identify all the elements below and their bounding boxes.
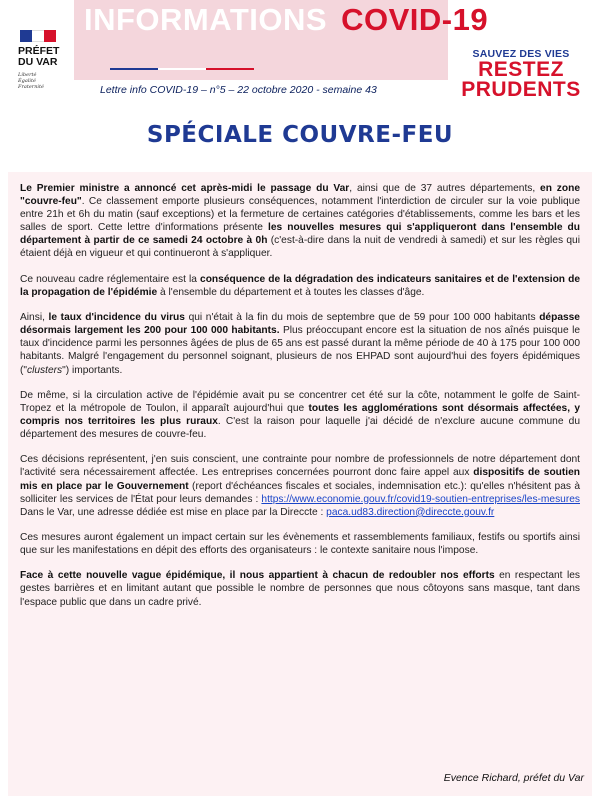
- paragraph: [20, 531, 580, 557]
- text: en respectant les gestes barrières et en limitant autant que possible le nombre de personnes que nous côtoyons sans masque, tant dans l'espace public que dans un cadre privé.: [20, 570, 580, 608]
- italic-text: clusters: [27, 364, 63, 376]
- badge-line1: SAUVEZ DES VIES: [472, 48, 570, 60]
- bold-text: conséquence de la dégradation des indicateurs sanitaires et de l'extension de la propagation de l'épidémie: [20, 273, 581, 298]
- motto-fraternite: Fraternité: [18, 84, 44, 90]
- text: . Ce classement emporte plusieurs conséquences, notamment l'interdiction de circuler sur la voie publique entre 21h et 6h du matin (sauf exceptions) et la fermeture de certaines catégories d'établissements, comme les bars et les salles de sport. Cette lettre d'informations présente: [20, 196, 580, 234]
- paragraph: [20, 389, 580, 441]
- tricolor-rule-red: [206, 68, 254, 70]
- text: (c'est-à-dire dans la nuit de vendredi à samedi) et sur les règles qui étaient déjà en vigueur et qui continueront à s'appliquer.: [20, 235, 580, 260]
- prefet-name-line1: PRÉFET: [18, 45, 60, 57]
- text: . C'est la raison pour laquelle j'ai décidé de n'exclure aucune commune du département des mesures de couvre-feu.: [20, 415, 580, 441]
- campaign-badge: [456, 48, 586, 100]
- text: De même, si la circulation active de l'épidémie avait pu se concentrer cet été sur la côte, notamment le golfe de Saint-Tropez et la métropole de Toulon, il apparaît aujourd'hui que: [20, 389, 580, 414]
- paragraph: [20, 569, 580, 608]
- marianne-flag-icon: [20, 30, 56, 42]
- bold-text: Face à cette nouvelle vague épidémique, il nous appartient à chacun de redoubler nos efforts: [20, 570, 495, 582]
- text: Ces décisions représentent, j'en suis conscient, une contrainte pour nombre de professionnels de notre département dont l'activité sera nécessairement affectée. Les entreprises concernées pourront donc faire appel aux: [20, 454, 580, 479]
- text: qui n'était à la fin du mois de septembre que de 59 pour 100 000 habitants: [184, 312, 540, 324]
- paragraph: [20, 182, 580, 261]
- tricolor-rule-blue: [110, 68, 158, 70]
- prefet-name-line2: DU VAR: [18, 56, 58, 68]
- paragraph: [20, 273, 580, 299]
- prefet-logo: [8, 24, 68, 104]
- signature: Evence Richard, préfet du Var: [443, 772, 584, 784]
- bold-text: dépasse désormais largement les 200 pour 100 000 habitants.: [20, 312, 580, 337]
- main-title: SPÉCIALE COUVRE-FEU: [146, 122, 454, 148]
- content-panel: [8, 172, 592, 796]
- motto-egalite: Égalité: [18, 78, 36, 84]
- prefet-name: [18, 46, 59, 68]
- text: Ces mesures auront également un impact certain sur les évènements et rassemblements familiaux, festifs ou sportifs ainsi que sur les manifestations en dépit des efforts des organisateurs : le contexte sanitaire nous l'impose.: [20, 532, 580, 557]
- tricolor-rule-white: [158, 68, 206, 70]
- text: Ce nouveau cadre réglementaire est la: [20, 273, 201, 285]
- bold-text: Le Premier ministre a annoncé cet après-midi le passage du Var: [20, 183, 350, 194]
- header-title-informations: INFORMATIONS: [84, 2, 328, 37]
- text: Dans le Var, une adresse dédiée est mise en place par la Direccte :: [20, 506, 327, 518]
- paragraph: [20, 311, 580, 376]
- newsletter-subtitle: Lettre info COVID-19 – n°5 – 22 octobre 2020 - semaine 43: [100, 84, 377, 96]
- badge-line3: PRUDENTS: [461, 78, 581, 101]
- bold-text: le taux d'incidence du virus: [48, 312, 185, 324]
- text: Ainsi,: [20, 312, 49, 324]
- bold-text: toutes les agglomérations sont désormais affectées, y compris nos territoires les plus ruraux: [20, 402, 580, 427]
- text: , ainsi que de 37 autres départements,: [349, 183, 541, 194]
- link[interactable]: https://www.economie.gouv.fr/covid19-soutien-entreprises/les-mesures: [261, 493, 580, 505]
- paragraph: [20, 453, 580, 518]
- header-title-covid: COVID-19: [341, 2, 489, 37]
- bold-text: dispositifs de soutien mis en place par le Gouvernement: [20, 467, 581, 492]
- motto-liberte: Liberté: [18, 72, 37, 78]
- bold-text: les nouvelles mesures qui s'appliqueront dans l'ensemble du département à partir de ce samedi 24 octobre à 0h: [20, 222, 580, 247]
- page-header-title: [84, 2, 488, 38]
- bold-text: en zone "couvre-feu": [20, 183, 580, 208]
- text: Plus préoccupant encore est la situation de nos aînés puisque le taux d'incidence parmi les personnes âgées de plus de 65 ans est passé durant la même période de 40 à 175 pour 100 000 habitants. Malgré l'engagement du personnel soignant, plusieurs de nos EHPAD sont aujourd'hui des foyers épidémiques (": [20, 325, 580, 376]
- text: ") importants.: [62, 364, 123, 376]
- link[interactable]: paca.ud83.direction@direccte.gouv.fr: [326, 506, 495, 518]
- republic-motto: [18, 72, 44, 90]
- text: à l'ensemble du département et à toutes les classes d'âge.: [157, 286, 425, 298]
- badge-line2: RESTEZ: [478, 58, 564, 81]
- text: (report d'échéances fiscales et sociales, indemnisation etc.): qu'elles n'hésitent pas à solliciter les services de l'État pour leurs demandes :: [20, 480, 581, 505]
